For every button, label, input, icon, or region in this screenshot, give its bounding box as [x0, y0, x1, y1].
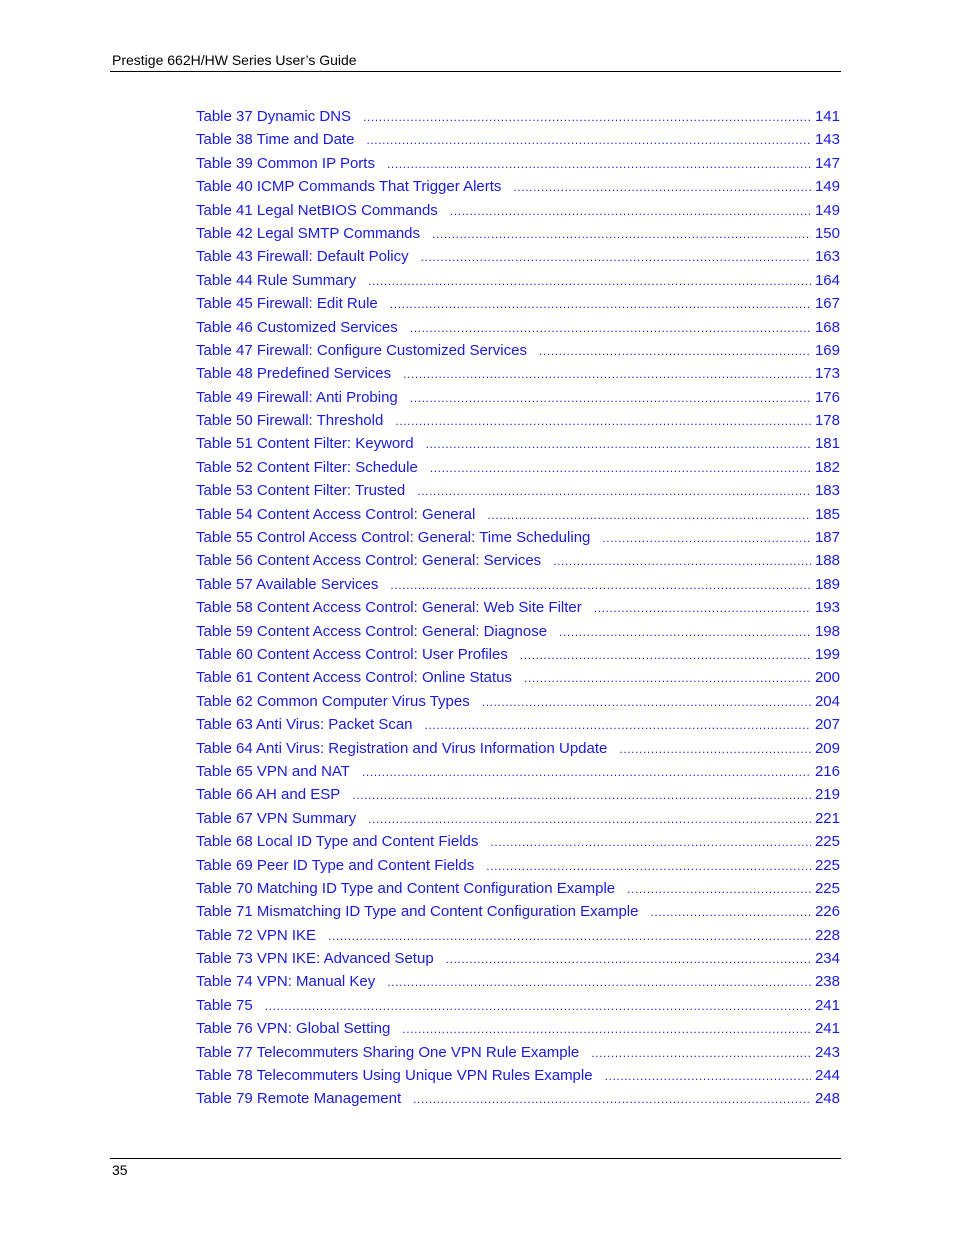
toc-entry-page-number: 238 — [814, 973, 840, 991]
toc-entry-label: Table 49 Firewall: Anti Probing — [196, 388, 398, 406]
toc-entry-label: Table 72 VPN IKE — [196, 926, 317, 944]
toc-entry-page-number: 187 — [814, 529, 840, 547]
toc-entry-link[interactable] — [196, 245, 840, 268]
toc-entry-page-number: 141 — [814, 108, 840, 125]
toc-entry-label: Table 50 Firewall: Threshold — [196, 412, 384, 430]
toc-entry-page-number: 225 — [814, 833, 840, 851]
toc-entry-page-number: 164 — [814, 271, 840, 289]
toc-dot-leader — [594, 597, 811, 620]
toc-entry-label: Table 76 VPN: Global Setting — [196, 1020, 391, 1038]
toc-dot-leader — [482, 691, 811, 714]
toc-entry-link[interactable] — [196, 409, 840, 432]
toc-entry-link[interactable] — [196, 760, 840, 783]
toc-entry-page-number: 225 — [814, 879, 840, 897]
toc-dot-leader — [520, 644, 811, 667]
toc-entry-link[interactable] — [196, 432, 840, 455]
toc-entry-page-number: 149 — [814, 201, 840, 219]
toc-entry-link[interactable] — [196, 737, 840, 760]
toc-dot-leader — [387, 971, 811, 994]
toc-entry-label: Table 41 Legal NetBIOS Commands — [196, 201, 438, 219]
toc-entry-page-number: 248 — [814, 1090, 840, 1108]
toc-entry-page-number: 225 — [814, 856, 840, 874]
toc-entry-page-number: 207 — [814, 716, 840, 734]
toc-entry-link[interactable] — [196, 479, 840, 502]
toc-entry-page-number: 163 — [814, 248, 840, 266]
toc-entry-link[interactable] — [196, 854, 840, 877]
toc-entry-link[interactable] — [196, 900, 840, 923]
toc-entry-link[interactable] — [196, 175, 840, 198]
toc-entry-label: Table 51 Content Filter: Keyword — [196, 435, 414, 453]
toc-entry-label: Table 52 Content Filter: Schedule — [196, 458, 418, 476]
toc-entry-page-number: 209 — [814, 739, 840, 757]
toc-entry-link[interactable] — [196, 807, 840, 830]
toc-entry-page-number: 241 — [814, 996, 840, 1014]
toc-entry-label: Table 67 VPN Summary — [196, 809, 357, 827]
header-divider — [110, 71, 841, 72]
toc-entry-label: Table 54 Content Access Control: General — [196, 505, 476, 523]
toc-dot-leader — [486, 855, 811, 878]
toc-dot-leader — [395, 410, 811, 433]
toc-entry-link[interactable] — [196, 128, 840, 151]
toc-entry-label: Table 65 VPN and NAT — [196, 762, 350, 780]
toc-dot-leader — [446, 948, 811, 971]
toc-dot-leader — [403, 363, 811, 386]
toc-entry-label: Table 73 VPN IKE: Advanced Setup — [196, 950, 434, 968]
toc-entry-link[interactable] — [196, 362, 840, 385]
toc-entry-link[interactable] — [196, 970, 840, 993]
toc-dot-leader — [328, 925, 811, 948]
toc-entry-label: Table 56 Content Access Control: General: Services — [196, 552, 542, 570]
toc-dot-leader — [421, 246, 811, 269]
toc-dot-leader — [450, 200, 811, 223]
toc-entry-label: Table 45 Firewall: Edit Rule — [196, 295, 378, 313]
toc-entry-label: Table 70 Matching ID Type and Content Configuration Example — [196, 879, 616, 897]
toc-dot-leader — [366, 129, 811, 152]
toc-entry-link[interactable] — [196, 666, 840, 689]
footer-divider — [110, 1158, 841, 1159]
toc-entry-link[interactable] — [196, 783, 840, 806]
toc-entry-page-number: 147 — [814, 154, 840, 172]
toc-entry-page-number: 199 — [814, 645, 840, 663]
toc-dot-leader — [410, 317, 811, 340]
toc-dot-leader — [605, 1065, 811, 1088]
toc-entry-label: Table 47 Firewall: Configure Customized Services — [196, 341, 527, 359]
toc-entry-label: Table 59 Content Access Control: General: Diagnose — [196, 622, 548, 640]
page-header-title: Prestige 662H/HW Series User’s Guide — [112, 52, 357, 68]
toc-entry-link[interactable] — [196, 269, 840, 292]
toc-dot-leader — [410, 387, 811, 410]
toc-dot-leader — [524, 667, 811, 690]
toc-entry-page-number: 234 — [814, 950, 840, 968]
toc-dot-leader — [602, 527, 811, 550]
toc-entry-page-number: 183 — [814, 482, 840, 500]
toc-dot-leader — [426, 433, 811, 456]
toc-entry-page-number: 150 — [814, 224, 840, 242]
toc-entry-label: Table 71 Mismatching ID Type and Content Configuration Example — [196, 903, 639, 921]
toc-entry-label: Table 62 Common Computer Virus Types — [196, 692, 470, 710]
toc-dot-leader — [627, 878, 811, 901]
toc-entry-link[interactable] — [196, 1087, 840, 1110]
toc-entry-label: Table 69 Peer ID Type and Content Fields — [196, 856, 475, 874]
toc-entry-page-number: 198 — [814, 622, 840, 640]
toc-entry-page-number: 219 — [814, 786, 840, 804]
toc-entry-page-number: 244 — [814, 1067, 840, 1085]
toc-entry-label: Table 66 AH and ESP — [196, 786, 341, 804]
toc-entry-link[interactable] — [196, 713, 840, 736]
page-number: 35 — [112, 1162, 128, 1178]
toc-dot-leader — [363, 106, 811, 129]
toc-entry-page-number: 226 — [814, 903, 840, 921]
toc-entry-label: Table 57 Available Services — [196, 575, 379, 593]
toc-entry-page-number: 216 — [814, 762, 840, 780]
toc-dot-leader — [539, 340, 811, 363]
toc-entry-label: Table 37 Dynamic DNS — [196, 108, 352, 125]
toc-entry-label: Table 40 ICMP Commands That Trigger Alerts — [196, 178, 502, 196]
toc-entry-page-number: 168 — [814, 318, 840, 336]
toc-entry-link[interactable] — [196, 620, 840, 643]
toc-dot-leader — [490, 831, 811, 854]
toc-entry-label: Table 60 Content Access Control: User Profiles — [196, 645, 508, 663]
toc-entry-page-number: 188 — [814, 552, 840, 570]
toc-entry-page-number: 185 — [814, 505, 840, 523]
toc-entry-link[interactable] — [196, 316, 840, 339]
toc-entry-link[interactable] — [196, 105, 840, 128]
toc-entry-label: Table 74 VPN: Manual Key — [196, 973, 376, 991]
toc-dot-leader — [390, 574, 811, 597]
toc-dot-leader — [591, 1042, 811, 1065]
toc-entry-label: Table 68 Local ID Type and Content Fields — [196, 833, 479, 851]
toc-entry-link[interactable] — [196, 152, 840, 175]
toc-entry-label: Table 55 Control Access Control: General: Time Scheduling — [196, 529, 591, 547]
toc-entry-page-number: 176 — [814, 388, 840, 406]
toc-entry-page-number: 178 — [814, 412, 840, 430]
toc-entry-link[interactable] — [196, 1041, 840, 1064]
toc-entry-link[interactable] — [196, 526, 840, 549]
toc-dot-leader — [650, 901, 810, 924]
toc-dot-leader — [402, 1018, 811, 1041]
toc-dot-leader — [413, 1088, 811, 1111]
toc-entry-label: Table 61 Content Access Control: Online Status — [196, 669, 513, 687]
toc-dot-leader — [368, 808, 811, 831]
toc-entry-label: Table 53 Content Filter: Trusted — [196, 482, 406, 500]
toc-entry-label: Table 79 Remote Management — [196, 1090, 402, 1108]
toc-entry-link[interactable] — [196, 456, 840, 479]
toc-dot-leader — [513, 176, 811, 199]
toc-dot-leader — [559, 621, 811, 644]
toc-entry-link[interactable] — [196, 199, 840, 222]
toc-entry-page-number: 143 — [814, 131, 840, 149]
toc-dot-leader — [619, 738, 811, 761]
toc-entry-label: Table 38 Time and Date — [196, 131, 355, 149]
toc-entry-link[interactable] — [196, 573, 840, 596]
toc-entry-label: Table 64 Anti Virus: Registration and Virus Information Update — [196, 739, 608, 757]
toc-dot-leader — [417, 480, 811, 503]
toc-entry-label: Table 75 — [196, 996, 253, 1014]
toc-dot-leader — [390, 293, 811, 316]
toc-entry-link[interactable] — [196, 222, 840, 245]
toc-entry-page-number: 243 — [814, 1043, 840, 1061]
toc-entry-label: Table 42 Legal SMTP Commands — [196, 224, 421, 242]
toc-entry-link[interactable] — [196, 947, 840, 970]
toc-dot-leader — [362, 761, 811, 784]
toc-dot-leader — [432, 223, 811, 246]
toc-entry-page-number: 173 — [814, 365, 840, 383]
toc-entry-page-number: 204 — [814, 692, 840, 710]
toc-entry-label: Table 78 Telecommuters Using Unique VPN Rules Example — [196, 1067, 593, 1085]
toc-entry-label: Table 63 Anti Virus: Packet Scan — [196, 716, 413, 734]
toc-entry-link[interactable] — [196, 1064, 840, 1087]
toc-entry-label: Table 44 Rule Summary — [196, 271, 357, 289]
toc-entry-page-number: 149 — [814, 178, 840, 196]
toc-entry-page-number: 181 — [814, 435, 840, 453]
toc-dot-leader — [265, 995, 811, 1018]
toc-entry-label: Table 77 Telecommuters Sharing One VPN Rule Example — [196, 1043, 580, 1061]
toc-entry-page-number: 228 — [814, 926, 840, 944]
toc-dot-leader — [430, 457, 811, 480]
toc-entry-label: Table 58 Content Access Control: General: Web Site Filter — [196, 599, 582, 617]
toc-entry-page-number: 221 — [814, 809, 840, 827]
table-of-contents-list — [196, 105, 840, 1111]
toc-entry-link[interactable] — [196, 994, 840, 1017]
toc-entry-link[interactable] — [196, 830, 840, 853]
toc-entry-link[interactable] — [196, 877, 840, 900]
toc-entry-link[interactable] — [196, 339, 840, 362]
toc-entry-label: Table 46 Customized Services — [196, 318, 398, 336]
toc-entry-page-number: 189 — [814, 575, 840, 593]
toc-dot-leader — [368, 270, 811, 293]
toc-dot-leader — [487, 504, 811, 527]
toc-entry-page-number: 241 — [814, 1020, 840, 1038]
toc-entry-link[interactable] — [196, 596, 840, 619]
toc-dot-leader — [553, 550, 811, 573]
toc-entry-label: Table 48 Predefined Services — [196, 365, 392, 383]
toc-entry-link[interactable] — [196, 643, 840, 666]
toc-entry-page-number: 169 — [814, 341, 840, 359]
toc-entry-page-number: 167 — [814, 295, 840, 313]
toc-entry-page-number: 193 — [814, 599, 840, 617]
toc-entry-link[interactable] — [196, 924, 840, 947]
toc-dot-leader — [425, 714, 811, 737]
toc-entry-link[interactable] — [196, 549, 840, 572]
toc-entry-link[interactable] — [196, 690, 840, 713]
toc-entry-label: Table 43 Firewall: Default Policy — [196, 248, 409, 266]
toc-entry-link[interactable] — [196, 386, 840, 409]
toc-entry-link[interactable] — [196, 292, 840, 315]
toc-entry-page-number: 182 — [814, 458, 840, 476]
toc-dot-leader — [387, 153, 811, 176]
toc-entry-page-number: 200 — [814, 669, 840, 687]
toc-dot-leader — [352, 784, 811, 807]
toc-entry-label: Table 39 Common IP Ports — [196, 154, 375, 172]
toc-entry-link[interactable] — [196, 1017, 840, 1040]
toc-entry-link[interactable] — [196, 503, 840, 526]
